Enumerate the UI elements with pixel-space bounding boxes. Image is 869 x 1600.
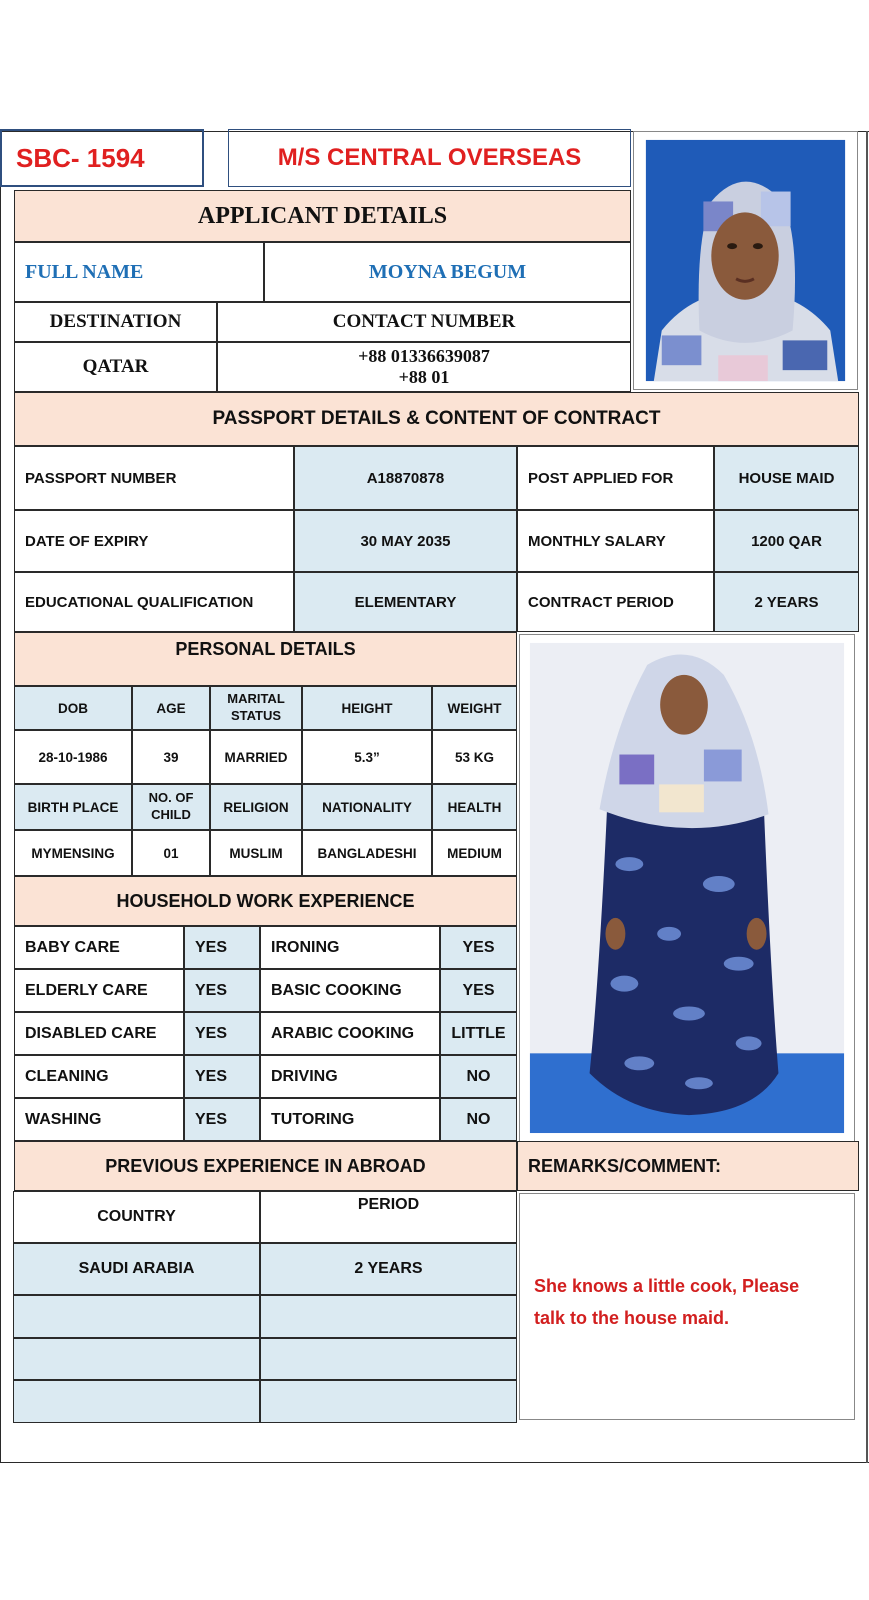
skill-arabic-cooking-value: LITTLE xyxy=(440,1012,517,1055)
personal-section-title: PERSONAL DETAILS xyxy=(14,632,517,686)
marital-status-value: MARRIED xyxy=(210,730,302,784)
form-frame-edge xyxy=(866,131,868,1463)
abroad-country-1: SAUDI ARABIA xyxy=(13,1243,260,1295)
abroad-country-empty-4 xyxy=(13,1380,260,1423)
height-value: 5.3” xyxy=(302,730,432,784)
skill-disabled-care: DISABLED CARE xyxy=(14,1012,184,1055)
education-label: EDUCATIONAL QUALIFICATION xyxy=(14,572,294,632)
destination-value: QATAR xyxy=(14,342,217,392)
skill-baby-care: BABY CARE xyxy=(14,926,184,969)
skill-baby-care-value: YES xyxy=(184,926,260,969)
full-body-photo xyxy=(519,634,855,1142)
weight-value: 53 KG xyxy=(432,730,517,784)
skill-ironing: IRONING xyxy=(260,926,440,969)
skill-disabled-care-value: YES xyxy=(184,1012,260,1055)
dob-value: 28-10-1986 xyxy=(14,730,132,784)
skill-tutoring-value: NO xyxy=(440,1098,517,1141)
skill-washing: WASHING xyxy=(14,1098,184,1141)
age-value: 39 xyxy=(132,730,210,784)
skill-cleaning: CLEANING xyxy=(14,1055,184,1098)
children-value: 01 xyxy=(132,830,210,876)
household-section-title: HOUSEHOLD WORK EXPERIENCE xyxy=(14,876,517,926)
skill-tutoring: TUTORING xyxy=(260,1098,440,1141)
monthly-salary-label: MONTHLY SALARY xyxy=(517,510,714,572)
abroad-period-empty-2 xyxy=(260,1295,517,1338)
birth-place-value: MYMENSING xyxy=(14,830,132,876)
passport-section-title: PASSPORT DETAILS & CONTENT OF CONTRACT xyxy=(14,392,859,446)
abroad-period-empty-4 xyxy=(260,1380,517,1423)
date-of-expiry-value: 30 MAY 2035 xyxy=(294,510,517,572)
religion-header: RELIGION xyxy=(210,784,302,830)
full-name-value: MOYNA BEGUM xyxy=(264,242,631,302)
dob-header: DOB xyxy=(14,686,132,730)
applicant-section-title: APPLICANT DETAILS xyxy=(14,190,631,242)
period-header: PERIOD xyxy=(260,1191,517,1243)
skill-basic-cooking: BASIC COOKING xyxy=(260,969,440,1012)
marital-status-header: MARITAL STATUS xyxy=(210,686,302,730)
religion-value: MUSLIM xyxy=(210,830,302,876)
contact-number-value xyxy=(217,342,631,392)
post-applied-label: POST APPLIED FOR xyxy=(517,446,714,510)
destination-label: DESTINATION xyxy=(14,302,217,342)
abroad-country-empty-3 xyxy=(13,1338,260,1380)
abroad-country-empty-2 xyxy=(13,1295,260,1338)
remarks-title: REMARKS/COMMENT: xyxy=(517,1141,859,1191)
abroad-period-1: 2 YEARS xyxy=(260,1243,517,1295)
passport-photo xyxy=(633,131,858,390)
remarks-box xyxy=(519,1193,855,1420)
children-header: NO. OF CHILD xyxy=(132,784,210,830)
monthly-salary-value: 1200 QAR xyxy=(714,510,859,572)
height-header: HEIGHT xyxy=(302,686,432,730)
contract-period-value: 2 YEARS xyxy=(714,572,859,632)
remarks-line-1: She knows a little cook, Please xyxy=(534,1276,800,1296)
date-of-expiry-label: DATE OF EXPIRY xyxy=(14,510,294,572)
skill-arabic-cooking: ARABIC COOKING xyxy=(260,1012,440,1055)
education-value: ELEMENTARY xyxy=(294,572,517,632)
full-name-label: FULL NAME xyxy=(14,242,264,302)
reference-code: SBC- 1594 xyxy=(0,129,204,187)
contact-number-secondary: +88 01 xyxy=(398,367,450,387)
passport-number-value: A18870878 xyxy=(294,446,517,510)
skill-ironing-value: YES xyxy=(440,926,517,969)
nationality-header: NATIONALITY xyxy=(302,784,432,830)
birth-place-header: BIRTH PLACE xyxy=(14,784,132,830)
abroad-section-title: PREVIOUS EXPERIENCE IN ABROAD xyxy=(14,1141,517,1191)
contact-number-primary: +88 01336639087 xyxy=(358,346,490,367)
health-value: MEDIUM xyxy=(432,830,517,876)
skill-driving: DRIVING xyxy=(260,1055,440,1098)
age-header: AGE xyxy=(132,686,210,730)
abroad-period-empty-3 xyxy=(260,1338,517,1380)
passport-number-label: PASSPORT NUMBER xyxy=(14,446,294,510)
remarks-line-2: talk to the house maid. xyxy=(534,1308,730,1328)
country-header: COUNTRY xyxy=(13,1191,260,1243)
skill-basic-cooking-value: YES xyxy=(440,969,517,1012)
skill-cleaning-value: YES xyxy=(184,1055,260,1098)
contact-number-label: CONTACT NUMBER xyxy=(217,302,631,342)
skill-elderly-care-value: YES xyxy=(184,969,260,1012)
nationality-value: BANGLADESHI xyxy=(302,830,432,876)
contract-period-label: CONTRACT PERIOD xyxy=(517,572,714,632)
skill-washing-value: YES xyxy=(184,1098,260,1141)
skill-elderly-care: ELDERLY CARE xyxy=(14,969,184,1012)
health-header: HEALTH xyxy=(432,784,517,830)
weight-header: WEIGHT xyxy=(432,686,517,730)
agency-name: M/S CENTRAL OVERSEAS xyxy=(228,129,631,187)
post-applied-value: HOUSE MAID xyxy=(714,446,859,510)
skill-driving-value: NO xyxy=(440,1055,517,1098)
